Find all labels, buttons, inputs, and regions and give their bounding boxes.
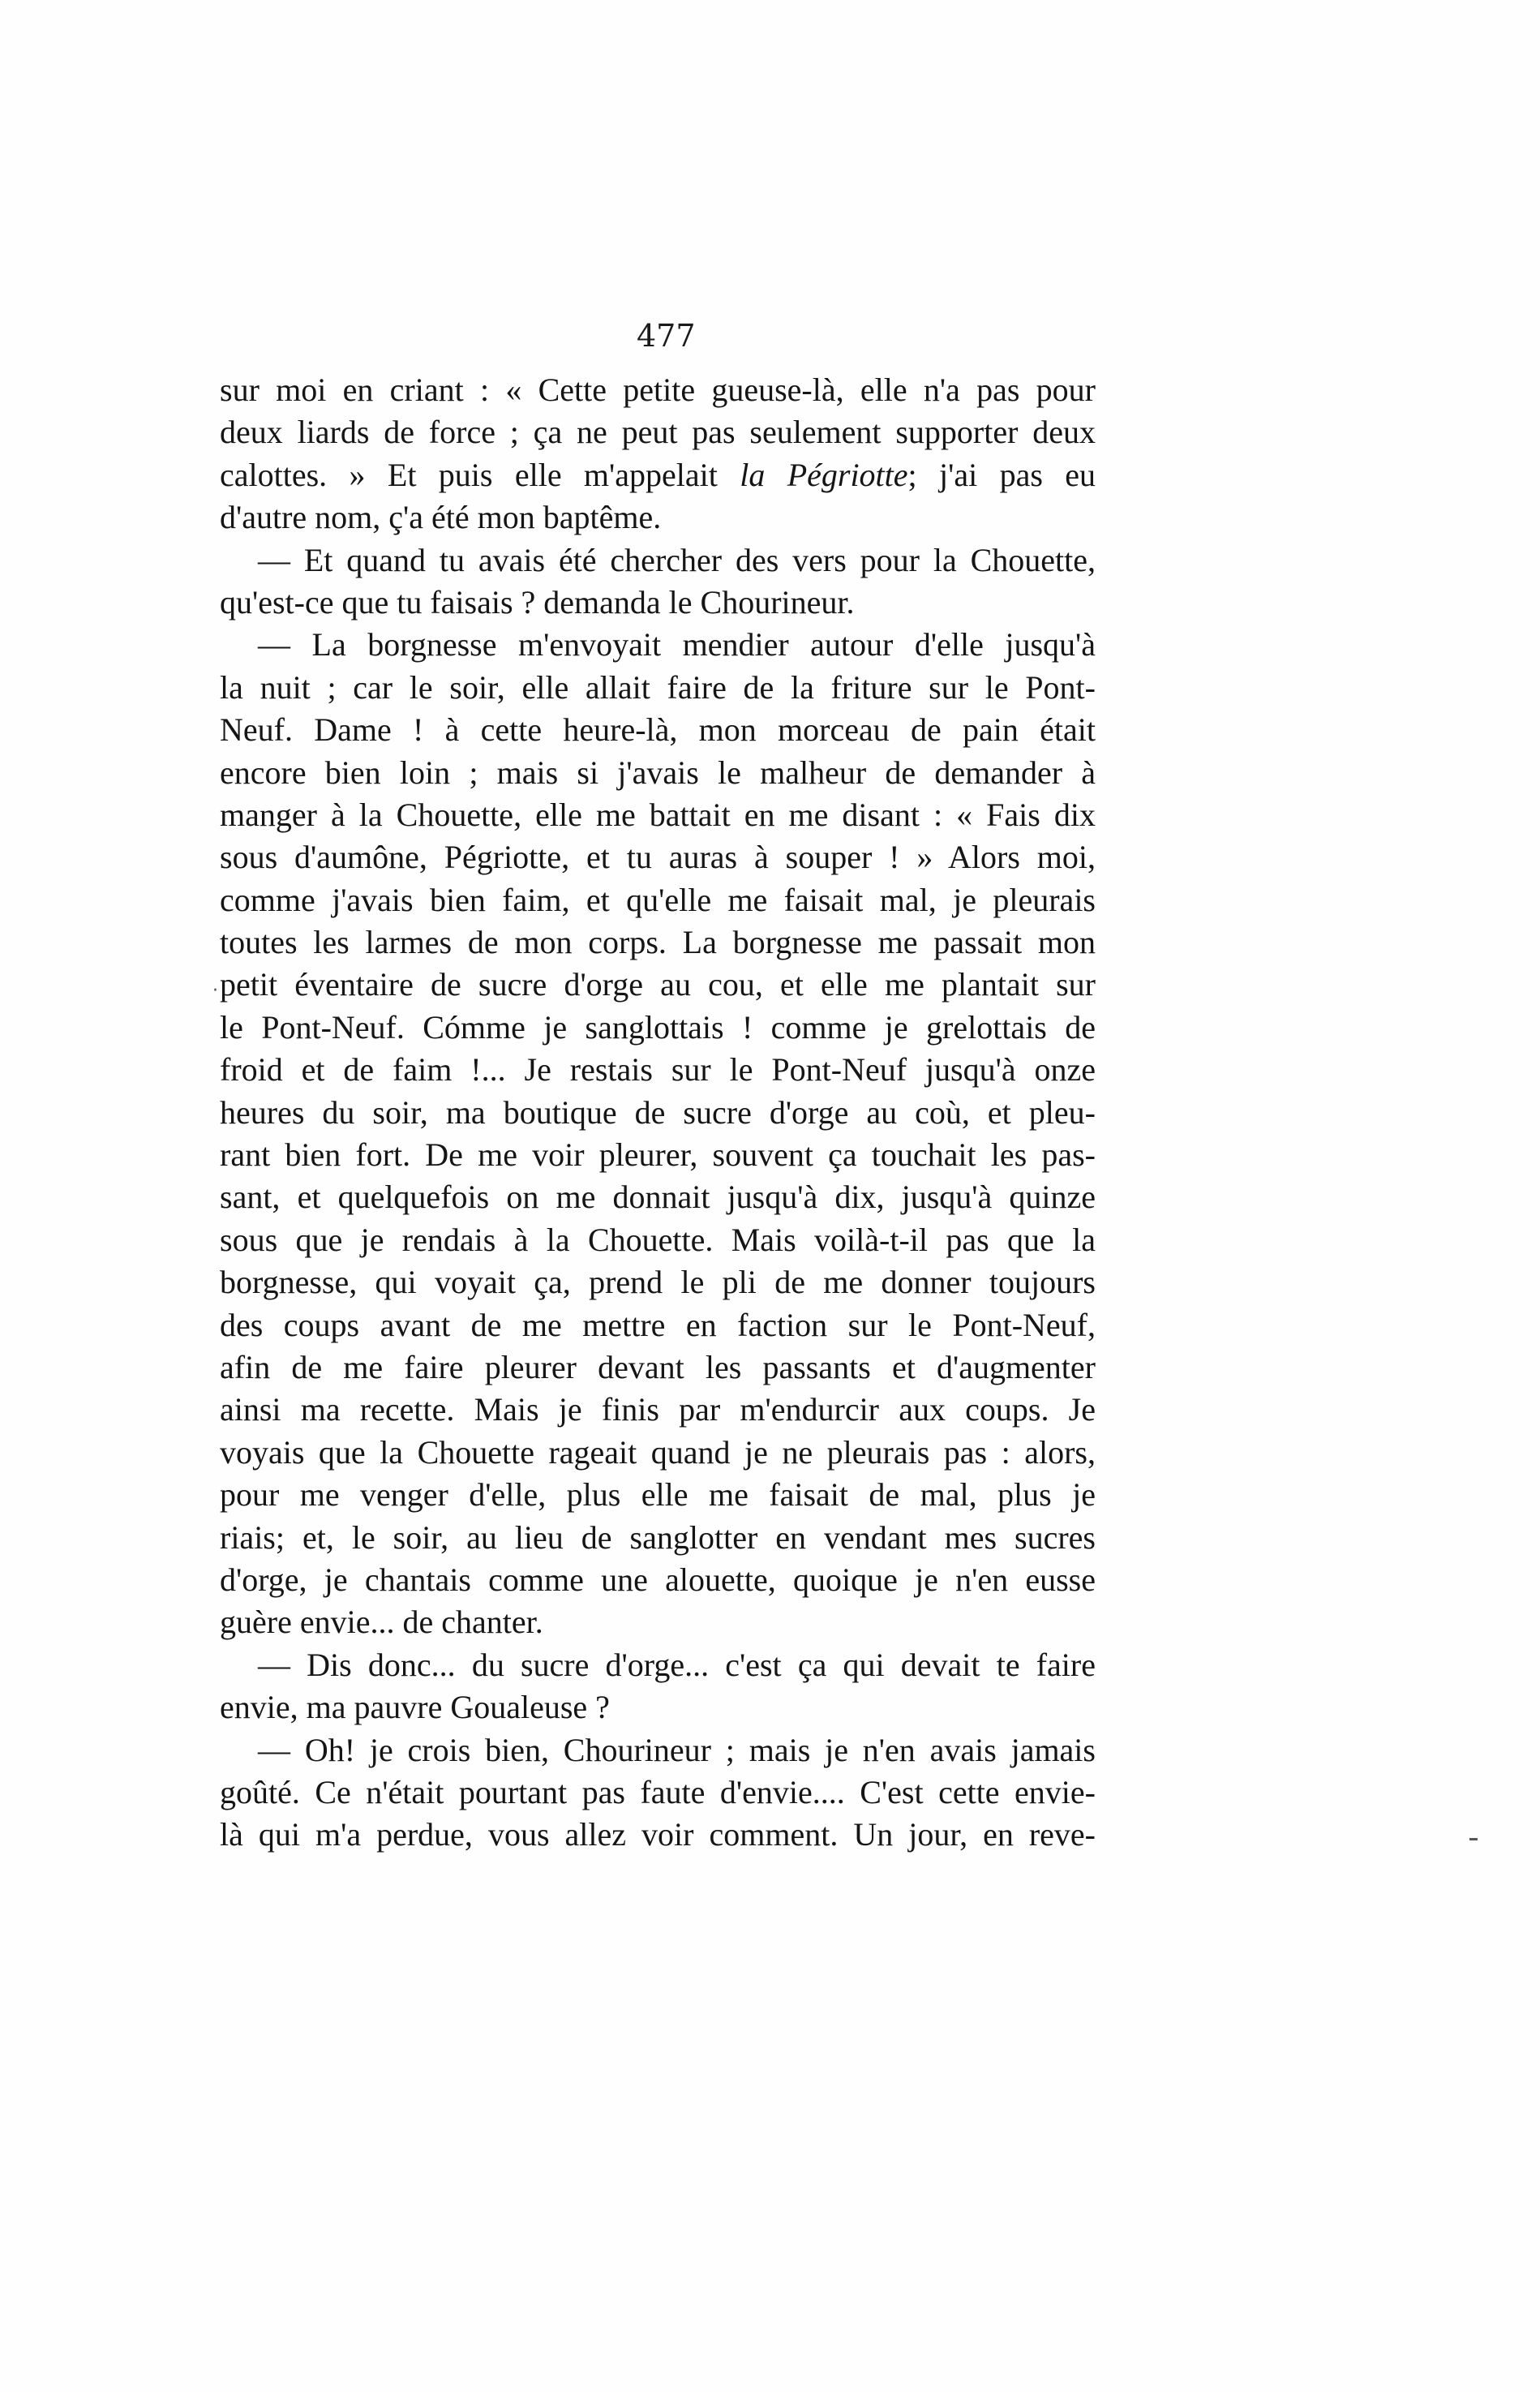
text-line: deux liards de force ; ça ne peut pas seulement supporter deux — [220, 414, 1096, 451]
text-line: ainsi ma recette. Mais je finis par m'endurcir aux coups. Je — [220, 1391, 1096, 1428]
text-line: qu'est-ce que tu faisais ? demanda le Chourineur. — [220, 583, 855, 621]
text-line: — Et quand tu avais été chercher des vers pour la Chouette, — [258, 541, 1096, 578]
text-line: la nuit ; car le soir, elle allait faire de la friture sur le Pont- — [220, 668, 1096, 706]
body-text — [220, 369, 1096, 1857]
text-line: le Pont-Neuf. Cómme je sanglottais ! comme je grelottais de — [220, 1008, 1096, 1046]
text-line: comme j'avais bien faim, et qu'elle me faisait mal, je pleurais — [220, 881, 1096, 918]
text-line: Neuf. Dame ! à cette heure-là, mon morceau de pain était — [220, 711, 1096, 749]
text-line: rant bien fort. De me voir pleurer, souvent ça touchait les pas- — [220, 1136, 1096, 1174]
text-line: — Dis donc... du sucre d'orge... c'est ça qui devait te faire — [258, 1646, 1096, 1683]
text-line: voyais que la Chouette rageait quand je ne pleurais pas : alors, — [220, 1433, 1096, 1471]
text-line: d'orge, je chantais comme une alouette, quoique je n'en eusse — [220, 1561, 1096, 1598]
text-line: petit éventaire de sucre d'orge au cou, et elle me plantait sur — [220, 966, 1096, 1003]
text-line: afin de me faire pleurer devant les passants et d'augmenter — [220, 1348, 1096, 1385]
text-line: sur moi en criant : « Cette petite gueuse-là, elle n'a pas pour — [220, 371, 1096, 408]
text-line: manger à la Chouette, elle me battait en me disant : « Fais dix — [220, 796, 1096, 833]
text-line: d'autre nom, ç'a été mon baptême. — [220, 499, 662, 536]
margin-dash — [1469, 1838, 1478, 1840]
text-line: guère envie... de chanter. — [220, 1604, 543, 1641]
text-line: goûté. Ce n'était pourtant pas faute d'envie.... C'est cette envie- — [220, 1773, 1096, 1810]
text-line: encore bien loin ; mais si j'avais le malheur de demander à — [220, 754, 1096, 791]
text-line: sant, et quelquefois on me donnait jusqu'à dix, jusqu'à quinze — [220, 1179, 1096, 1216]
text-line: — La borgnesse m'envoyait mendier autour d'elle jusqu'à — [258, 626, 1096, 663]
text-line: heures du soir, ma boutique de sucre d'orge au coù, et pleu- — [220, 1093, 1096, 1131]
text-line: riais; et, le soir, au lieu de sanglotter en vendant mes sucres — [220, 1518, 1096, 1556]
text-line: borgnesse, qui voyait ça, prend le pli de me donner toujours — [220, 1264, 1096, 1301]
text-line: sous d'aumône, Pégriotte, et tu auras à souper ! » Alors moi, — [220, 839, 1096, 876]
italic-text: la Pégriotte — [740, 456, 908, 493]
text-line: toutes les larmes de mon corps. La borgnesse me passait mon — [220, 924, 1096, 961]
text-line: froid et de faim !... Je restais sur le Pont-Neuf jusqu'à onze — [220, 1051, 1096, 1089]
text-line: envie, ma pauvre Goualeuse ? — [220, 1689, 610, 1726]
text-line: sous que je rendais à la Chouette. Mais voilà-t-il pas que la — [220, 1221, 1096, 1258]
text-line: là qui m'a perdue, vous allez voir comment. Un jour, en reve- — [220, 1816, 1096, 1853]
text-line: — Oh! je crois bien, Chourineur ; mais je n'en avais jamais — [258, 1731, 1096, 1768]
text-line: calottes. » Et puis elle m'appelait la Pégriotte; j'ai pas eu — [220, 456, 1096, 493]
margin-dot: · — [212, 981, 218, 1001]
page-number: 477 — [637, 318, 696, 354]
text-line: des coups avant de me mettre en faction sur le Pont-Neuf, — [220, 1306, 1096, 1343]
text-line: pour me venger d'elle, plus elle me faisait de mal, plus je — [220, 1476, 1096, 1514]
